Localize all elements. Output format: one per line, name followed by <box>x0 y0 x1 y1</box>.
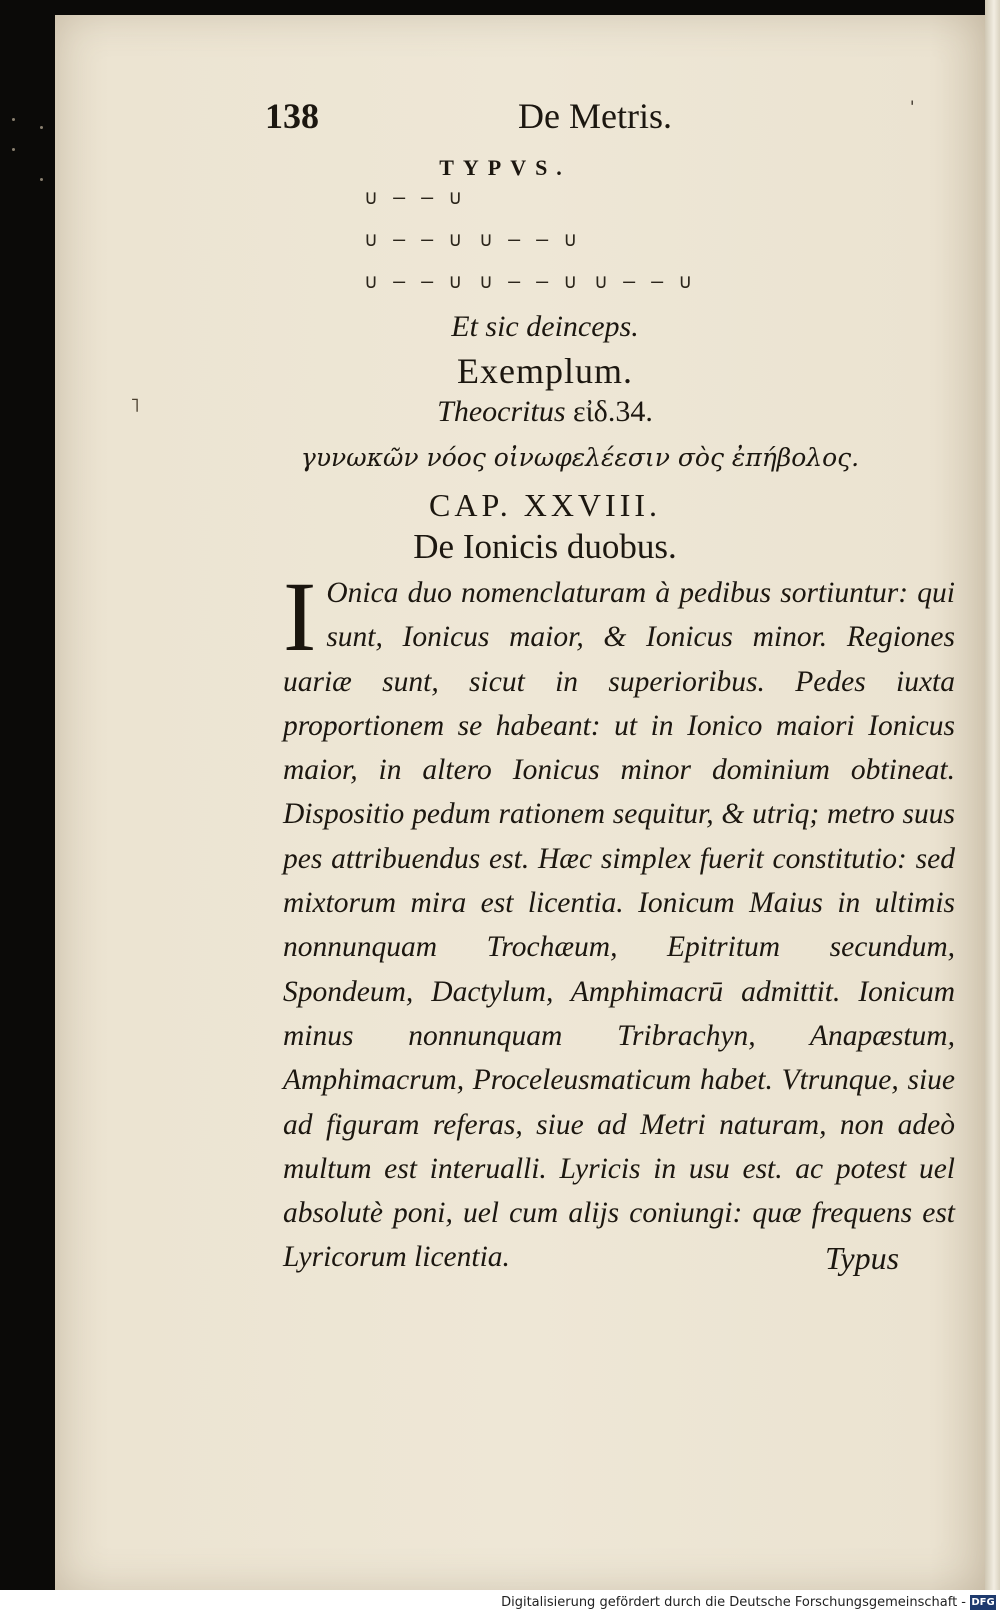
source-author: Theocritus <box>437 395 566 428</box>
meter-foot: ∪ – – ∪ <box>480 269 579 293</box>
typus-label: TYPVS. <box>439 155 571 180</box>
greek-example-line: γυνωκῶν νόος οἰνωφελέεσιν σὸς ἐπήβολος. <box>300 443 860 472</box>
source-reference: εἰδ.34. <box>573 395 653 428</box>
book-spine-edge <box>985 0 1000 1590</box>
book-page <box>55 15 985 1590</box>
chapter-number: CAP. XXVIII. <box>429 487 661 523</box>
scan-dot <box>12 148 15 151</box>
scan-dot <box>40 178 43 181</box>
meter-foot: ∪ – – ∪ <box>365 269 464 293</box>
example-source <box>345 395 745 429</box>
meter-foot: ∪ – – ∪ <box>365 185 464 209</box>
running-head: De Metris. <box>518 96 672 136</box>
digitization-footer <box>0 1590 1000 1617</box>
footer-credit: Digitalisierung gefördert durch die Deutsche Forschungsgemeinschaft - <box>501 1595 966 1610</box>
page-number: 138 <box>265 96 319 136</box>
meter-foot: ∪ – – ∪ <box>595 269 694 293</box>
scan-dot <box>12 118 15 121</box>
et-sic-deinceps: Et sic deinceps. <box>451 310 639 343</box>
meter-row <box>365 269 710 311</box>
chapter-title: De Ionicis duobus. <box>413 527 677 566</box>
drop-cap: I <box>283 561 317 672</box>
header-mark: ' <box>910 97 915 116</box>
meter-foot: ∪ – – ∪ <box>480 227 579 251</box>
margin-mark: ˥ <box>130 393 140 417</box>
meter-row <box>365 227 710 269</box>
exemplum-heading: Exemplum. <box>457 351 633 391</box>
meter-scheme <box>365 185 710 311</box>
body-paragraph <box>283 561 955 1280</box>
page-header <box>55 95 985 145</box>
scan-dot <box>40 126 43 129</box>
body-text: Onica duo nomenclaturam à pedibus sortiuntur: qui sunt, Ionicus maior, & Ionicus minor. Regiones uariæ sunt, sicut in superioribus. Pedes iuxta proportionem se habeant: ut in Ionico maiori Ionicus maior, in altero Ionicus minor dominium obtineat. Dispositio pedum rationem sequitur, & utriq; metro suus pes attribuendus est. Hæc simplex fuerit constitutio: sed mixtorum mira est licentia. Ionicum Maius in ultimis nonnunquam Trochæum, Epitritum secundum, Spondeum, Dactylum, Amphimacrū admittit. Ionicum minus nonnunquam Tribrachyn, Anapæstum, Amphimacrum, Proceleusmaticum habet. Vtrunque, siue ad figuram referas, siue ad Metri naturam, non adeò multum est interualli. Lyricis in usu est. ac potest uel absolutè poni, uel cum alijs coniungi: quæ frequens est Lyricorum licentia. <box>283 577 955 1274</box>
meter-foot: ∪ – – ∪ <box>365 227 464 251</box>
dfg-logo: DFG <box>971 1597 995 1608</box>
catchword: Typus <box>825 1240 900 1276</box>
meter-row <box>365 185 710 227</box>
